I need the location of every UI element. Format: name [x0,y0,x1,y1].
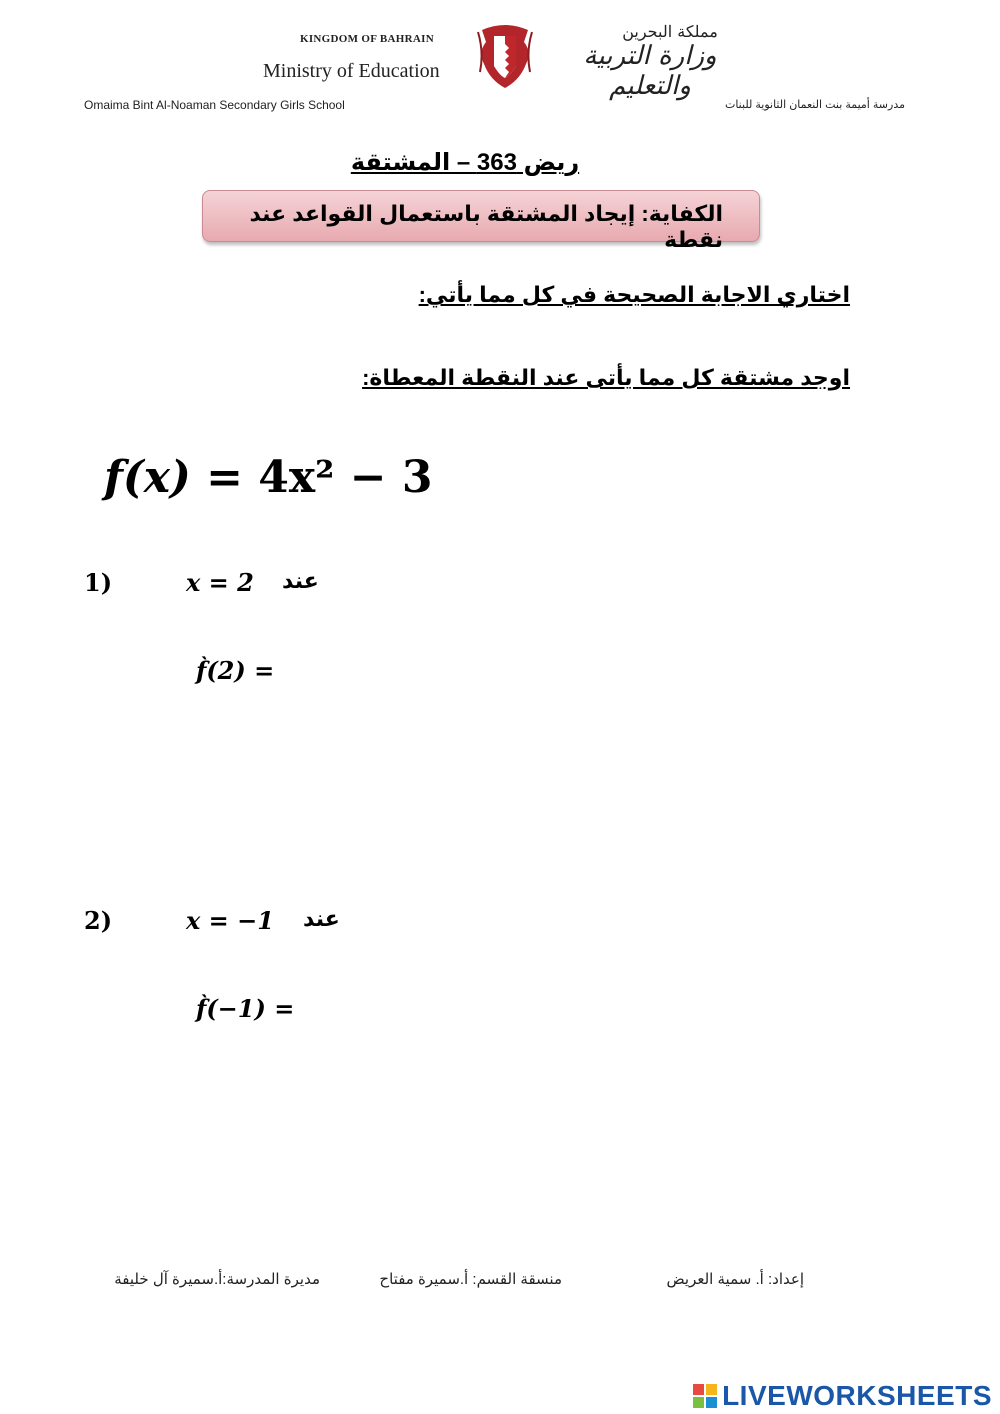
question-2-at-word: عند [303,906,340,931]
footer-coordinator: منسقة القسم: أ.سميرة مفتاح [379,1271,562,1288]
competency-banner [202,190,760,252]
question-1-condition-text: x = 2 [186,568,254,597]
ministry-label: Ministry of Education [263,60,440,82]
question-1-answer-label [196,656,274,685]
ministry-arabic-calligraphy [550,22,750,101]
liveworksheets-blocks-icon [693,1384,717,1408]
question-2-answer-text: f̀(−1) = [196,994,295,1023]
footer-principal: مديرة المدرسة:أ.سميرة آل خليفة [114,1271,320,1288]
function-expression [104,452,433,503]
kingdom-label: KINGDOM OF BAHRAIN [300,33,434,45]
question-1-condition [186,568,254,597]
logo-block [706,1397,717,1408]
logo-block [706,1384,717,1395]
school-name-ar: مدرسة أميمة بنت النعمان الثانوية للبنات [724,99,905,111]
question-1-number: 1) [84,568,113,597]
question-1-at-word: عند [282,568,319,593]
question-2-number: 2) [84,906,113,935]
ministry-arabic: وزارة التربية والتعليم [583,41,717,101]
logo-block [693,1397,704,1408]
kingdom-arabic: مملكة البحرين [622,22,718,41]
footer-prepared-by: إعداد: أ. سمية العريض [666,1271,804,1288]
question-2-condition-text: x = −1 [186,906,274,935]
question-2-answer-label [196,994,294,1023]
instruction-derive: اوجد مشتقة كل مما يأتى عند النقطة المعطاة: [362,365,850,390]
instruction-choose: اختاري الاجابة الصحيحة في كل مما يأتي: [418,282,850,307]
school-name-en: Omaima Bint Al-Noaman Secondary Girls School [84,98,345,112]
liveworksheets-logo[interactable] [693,1380,992,1412]
function-rhs: = 4x² − 3 [206,452,433,503]
logo-block [693,1384,704,1395]
bahrain-emblem [476,22,534,90]
question-1-answer-text: f̀(2) = [196,656,275,685]
page-title: ريض 363 – المشتقة [350,149,580,176]
question-2-condition [186,906,274,935]
competency-text: الكفاية: إيجاد المشتقة باستعمال القواعد عند نقطة [249,201,723,252]
liveworksheets-wordmark: LIVEWORKSHEETS [722,1380,992,1411]
function-lhs: f(x) [104,452,191,503]
